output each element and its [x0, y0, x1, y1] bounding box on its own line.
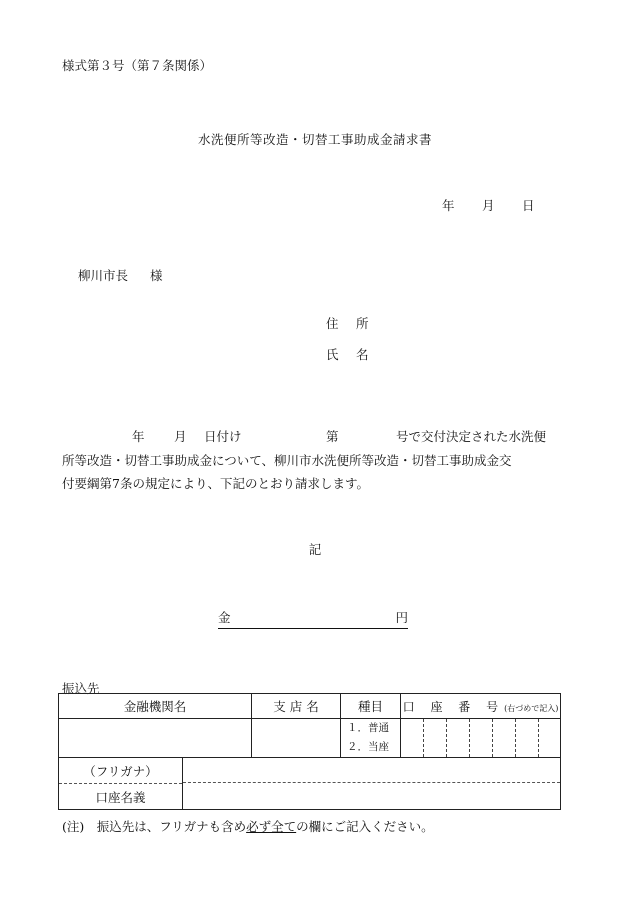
- digit-divider: [446, 719, 447, 757]
- note-prefix: (注) 振込先は、フリガナも含め: [62, 819, 247, 834]
- date-line: [442, 196, 535, 214]
- digit-divider: [492, 719, 493, 757]
- account-holder-row: [59, 758, 561, 810]
- address-label-1: 住: [326, 316, 339, 331]
- body-line-2: 所等改造・切替工事助成金について、柳川市水洗便所等改造・切替工事助成金交: [62, 453, 512, 468]
- bank-account-table: [58, 693, 561, 810]
- address-label-2: 所: [356, 316, 369, 331]
- name-label-2: 名: [356, 347, 369, 362]
- body-month: 月: [174, 429, 187, 444]
- digit-divider: [515, 719, 516, 757]
- holder-label-cell: [59, 758, 183, 810]
- account-number-label: 口 座 番 号: [402, 699, 505, 714]
- account-number-note: (右づめで記入): [504, 703, 559, 713]
- body-line-3: 付要綱第7条の規定により、下記のとおり請求します。: [62, 476, 369, 491]
- bank-name-header: 金融機関名: [59, 694, 252, 719]
- note-emphasis: 必ず全て: [246, 819, 297, 834]
- account-number-header: [401, 694, 561, 719]
- table-header-row: [59, 694, 561, 719]
- date-day-label: 日: [522, 198, 535, 213]
- type-ordinary: １．普通: [347, 722, 390, 734]
- date-month-label: 月: [482, 198, 495, 213]
- body-dai: 第: [326, 429, 339, 444]
- address-field-label: [326, 314, 369, 332]
- ki-heading: 記: [308, 542, 322, 557]
- furigana-divider: [183, 782, 560, 783]
- bank-entry-row: [59, 719, 561, 758]
- addressee-honorific: 様: [150, 268, 163, 283]
- form-number: 様式第３号（第７条関係）: [62, 58, 213, 73]
- furigana-label: （フリガナ）: [59, 758, 182, 784]
- amount-line: [218, 608, 408, 629]
- account-type-cell[interactable]: [341, 719, 401, 758]
- digit-divider: [469, 719, 470, 757]
- note: [62, 817, 434, 835]
- amount-kin: 金: [218, 610, 231, 625]
- name-field-label: [326, 345, 369, 363]
- addressee: [78, 266, 163, 284]
- digit-divider: [423, 719, 424, 757]
- document-title: 水洗便所等改造・切替工事助成金請求書: [197, 132, 432, 147]
- digit-divider: [538, 719, 539, 757]
- addressee-name: 柳川市長: [78, 268, 129, 283]
- note-suffix: の欄にご記入ください。: [296, 819, 434, 834]
- body-line-1-rest: 号で交付決定された水洗便: [396, 429, 547, 444]
- body-year: 年: [132, 429, 145, 444]
- holder-name-cell[interactable]: [183, 758, 561, 810]
- holder-label: 口座名義: [95, 789, 146, 805]
- body-line-1: [62, 427, 546, 445]
- account-number-cell[interactable]: [401, 719, 561, 758]
- amount-yen: 円: [395, 610, 408, 625]
- name-label-1: 氏: [326, 347, 339, 362]
- date-year-label: 年: [442, 198, 455, 213]
- type-header: 種目: [341, 694, 401, 719]
- branch-cell[interactable]: [252, 719, 341, 758]
- transfer-heading: 振込先: [62, 681, 100, 696]
- body-day: 日付け: [204, 429, 242, 444]
- branch-header: 支 店 名: [252, 694, 341, 719]
- type-current: ２．当座: [347, 741, 390, 753]
- bank-name-cell[interactable]: [59, 719, 252, 758]
